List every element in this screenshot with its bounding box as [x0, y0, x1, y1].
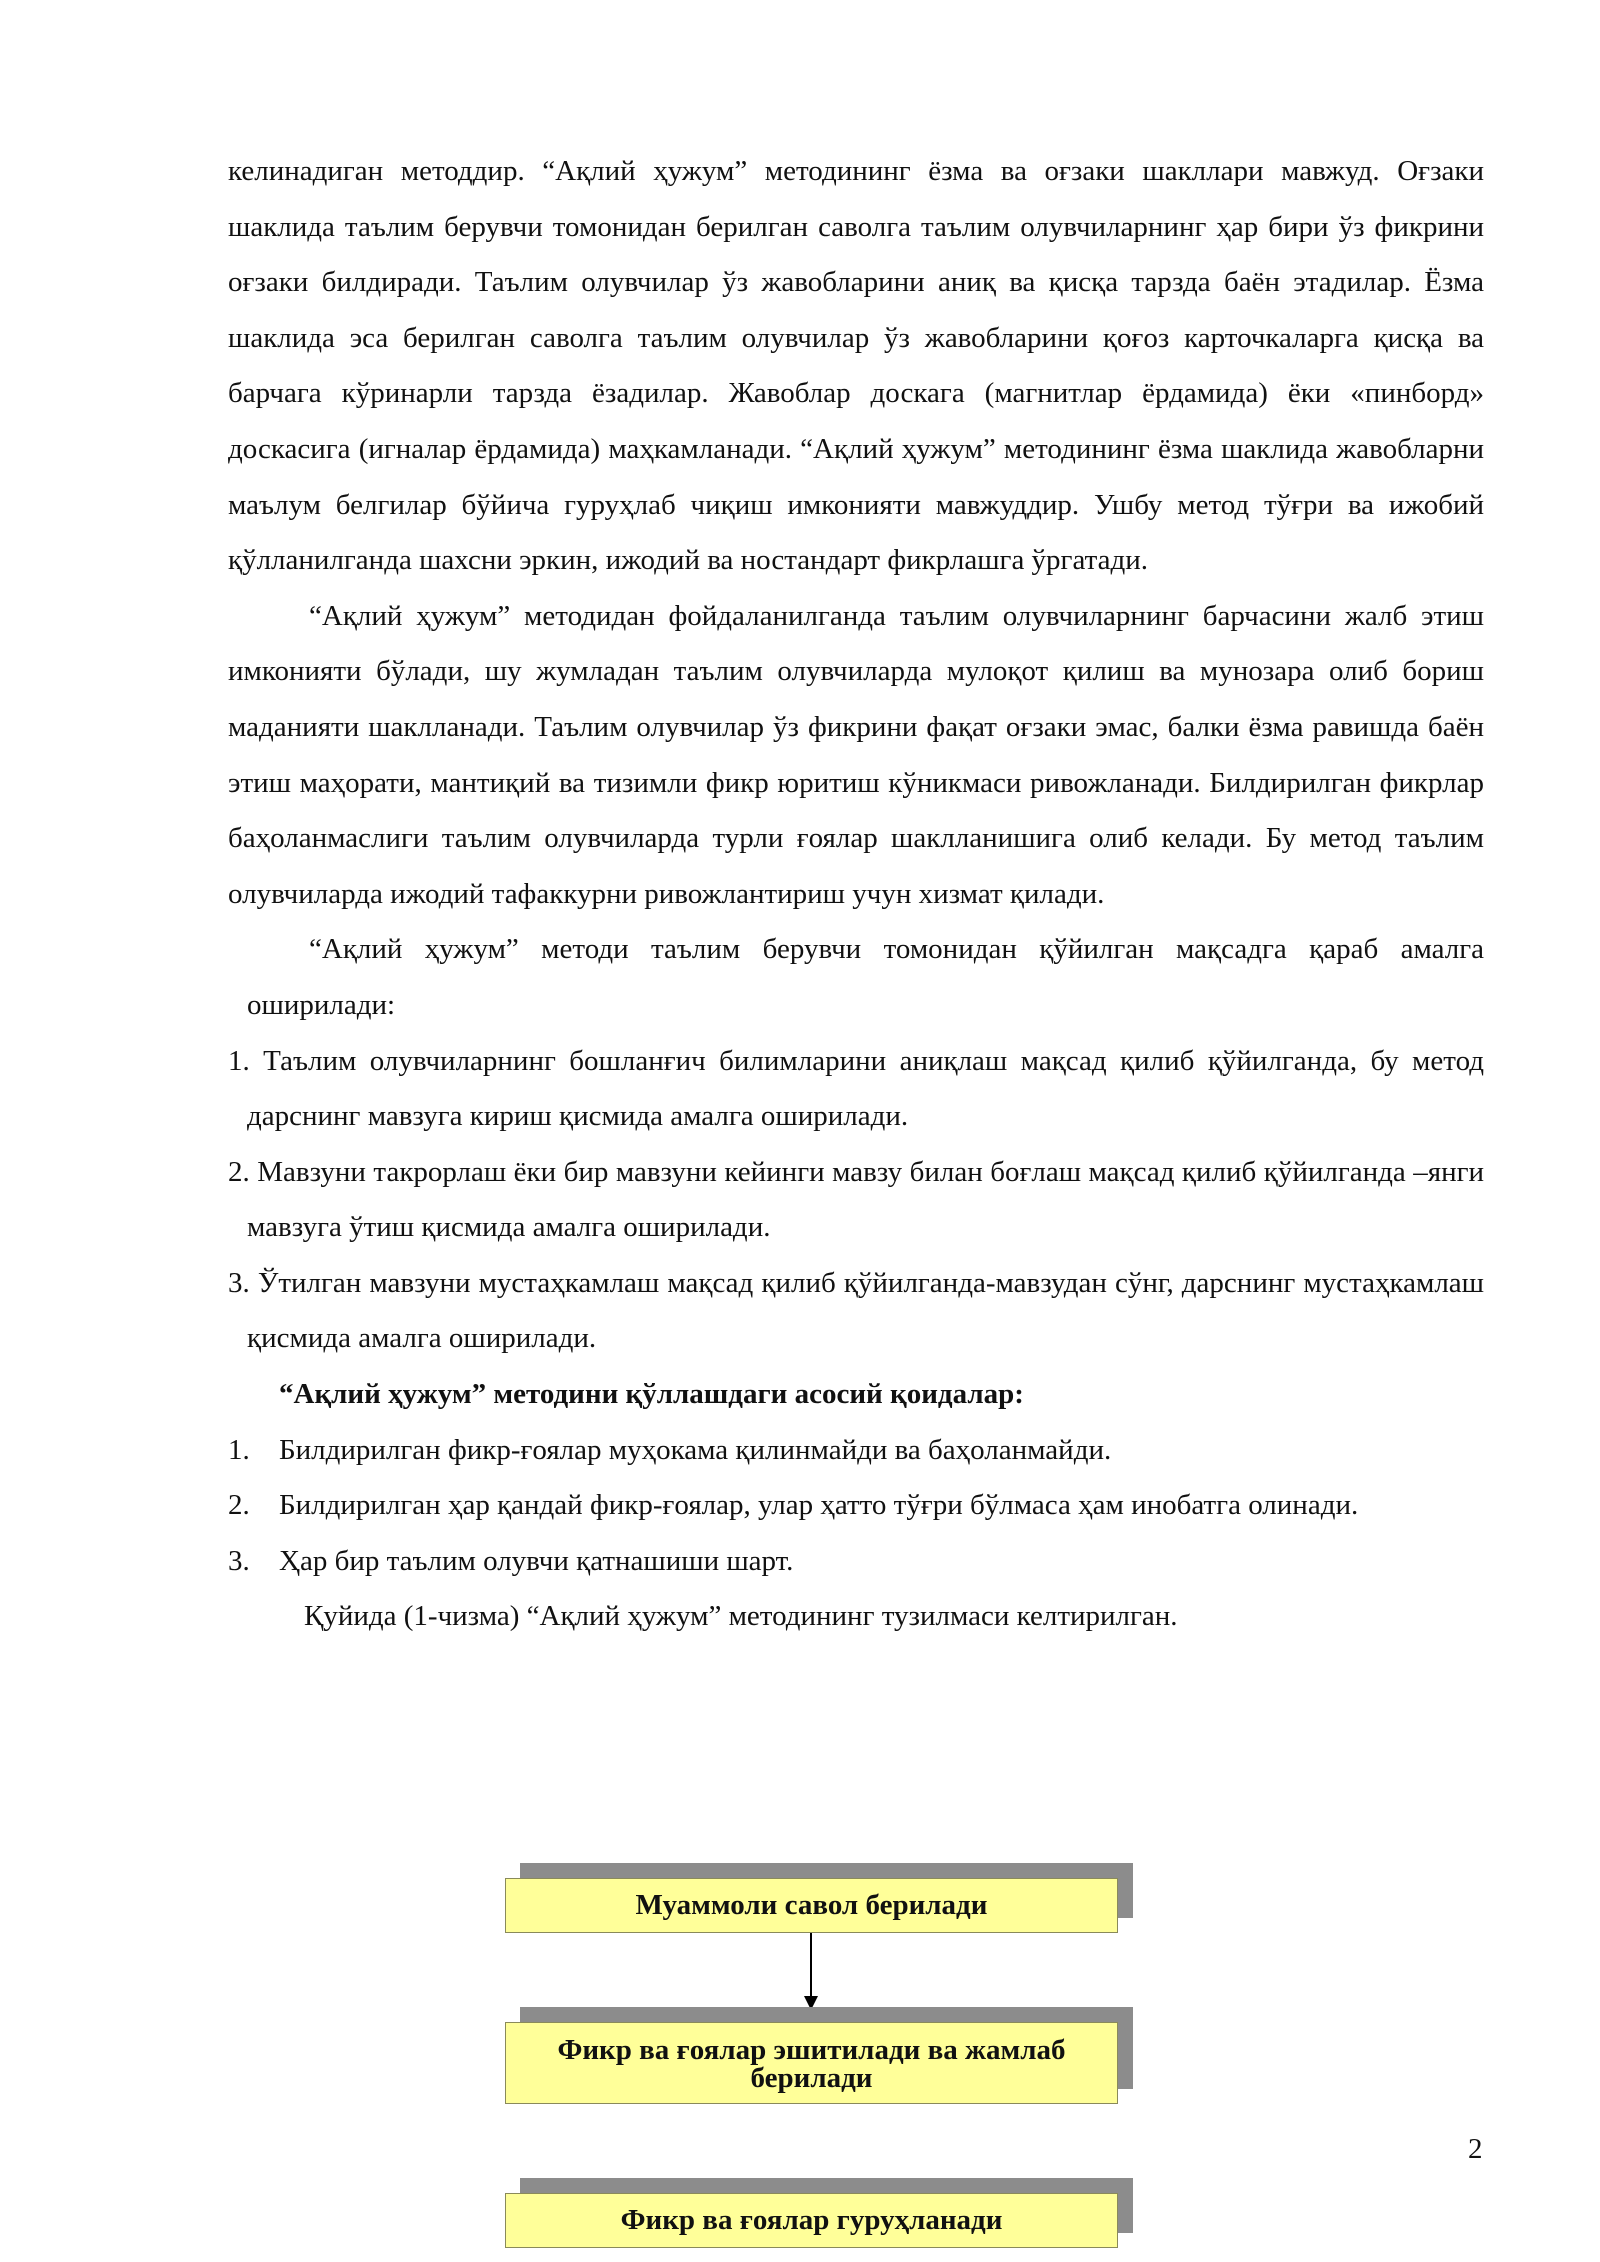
flowchart-box-2: Фикр ва ғоялар эшитилади ва жамлаб берилади [505, 2022, 1118, 2104]
rule-text-1: Билдирилган фикр-ғоялар муҳокама қилинмайди ва баҳоланмайди. [279, 1433, 1112, 1466]
list-item-3: 3. Ўтилган мавзуни мустаҳкамлаш мақсад қилиб қўйилганда-мавзудан сўнг, дарснинг мустаҳкамлаш қисмида амалга оширилади. [228, 1266, 1484, 1355]
body-text [228, 144, 1484, 1645]
rule-item-3 [228, 1534, 1484, 1590]
list-item-2: 2. Мавзуни такрорлаш ёки бир мавзуни кейинги мавзу билан боғлаш мақсад қилиб қўйилганда –янги мавзуга ўтиш қисмида амалга оширилади. [228, 1155, 1484, 1244]
page-number: 2 [1468, 2133, 1483, 2165]
paragraph-1: келинадиган методдир. “Ақлий ҳужум” методининг ёзма ва оғзаки шакллари мавжуд. Оғзаки шаклида таълим берувчи томонидан берилган саволга таълим олувчиларнинг ҳар бири ўз фикрини оғзаки билдиради. Таълим олувчилар ўз жавобларини аниқ ва қисқа тарзда баён этадилар. Ёзма шаклида эса берилган саволга таълим олувчилар ўз жавобларини қоғоз карточкаларга қисқа ва барчага кўринарли тарзда ёзадилар. Жавоблар доскага (магнитлар ёрдамида) ёки «пинборд» доскасига (игналар ёрдамида) маҳкамланади. “Ақлий ҳужум” методининг ёзма шаклида жавобларни маълум белгилар бўйича гуруҳлаб чиқиш имконияти мавжуддир. Ушбу метод тўғри ва ижобий қўлланилганда шахсни эркин, ижодий ва ностандарт фикрлашга ўргатади. [228, 155, 1484, 577]
rule-number-3: 3. [228, 1544, 250, 1577]
flowchart-arrow-1 [810, 1933, 812, 2008]
rule-number-1: 1. [228, 1433, 250, 1466]
rule-text-2: Билдирилган ҳар қандай фикр-ғоялар, улар ҳатто тўғри бўлмаса ҳам инобатга олинади. [279, 1489, 1359, 1522]
paragraph-3: “Ақлий ҳужум” методи таълим берувчи томонидан қўйилган мақсадга қараб амалга оширилади: [247, 933, 1484, 1021]
rule-text-3: Ҳар бир таълим олувчи қатнашиши шарт. [279, 1544, 794, 1577]
figure-caption: Қуйида (1-чизма) “Ақлий ҳужум” методининг тузилмаси келтирилган. [304, 1600, 1178, 1633]
flowchart-box-1: Муаммоли савол берилади [505, 1878, 1118, 1933]
list-item-1: 1. Таълим олувчиларнинг бошланғич билимларини аниқлаш мақсад қилиб қўйилганда, бу метод дарснинг мавзуга кириш қисмида амалга оширилади. [228, 1044, 1484, 1133]
flowchart-box-3: Фикр ва ғоялар гуруҳланади [505, 2193, 1118, 2248]
paragraph-2: “Ақлий ҳужум” методидан фойдаланилганда таълим олувчиларнинг барчасини жалб этиш имконияти бўлади, шу жумладан таълим олувчиларда мулоқот қилиш ва мунозара олиб бориш маданияти шаклланади. Таълим олувчилар ўз фикрини фақат оғзаки эмас, балки ёзма равишда баён этиш маҳорати, мантиқий ва тизимли фикр юритиш кўникмаси ривожланади. Билдирилган фикрлар баҳоланмаслиги таълим олувчиларда турли ғоялар шаклланишига олиб келади. Бу метод таълим олувчиларда ижодий тафаккурни ривожлантириш учун хизмат қилади. [228, 599, 1484, 910]
rule-item-2 [228, 1478, 1484, 1534]
rules-heading: “Ақлий ҳужум” методини қўллашдаги асосий қоидалар: [279, 1378, 1024, 1411]
rule-item-1 [228, 1423, 1484, 1479]
rule-number-2: 2. [228, 1489, 250, 1522]
